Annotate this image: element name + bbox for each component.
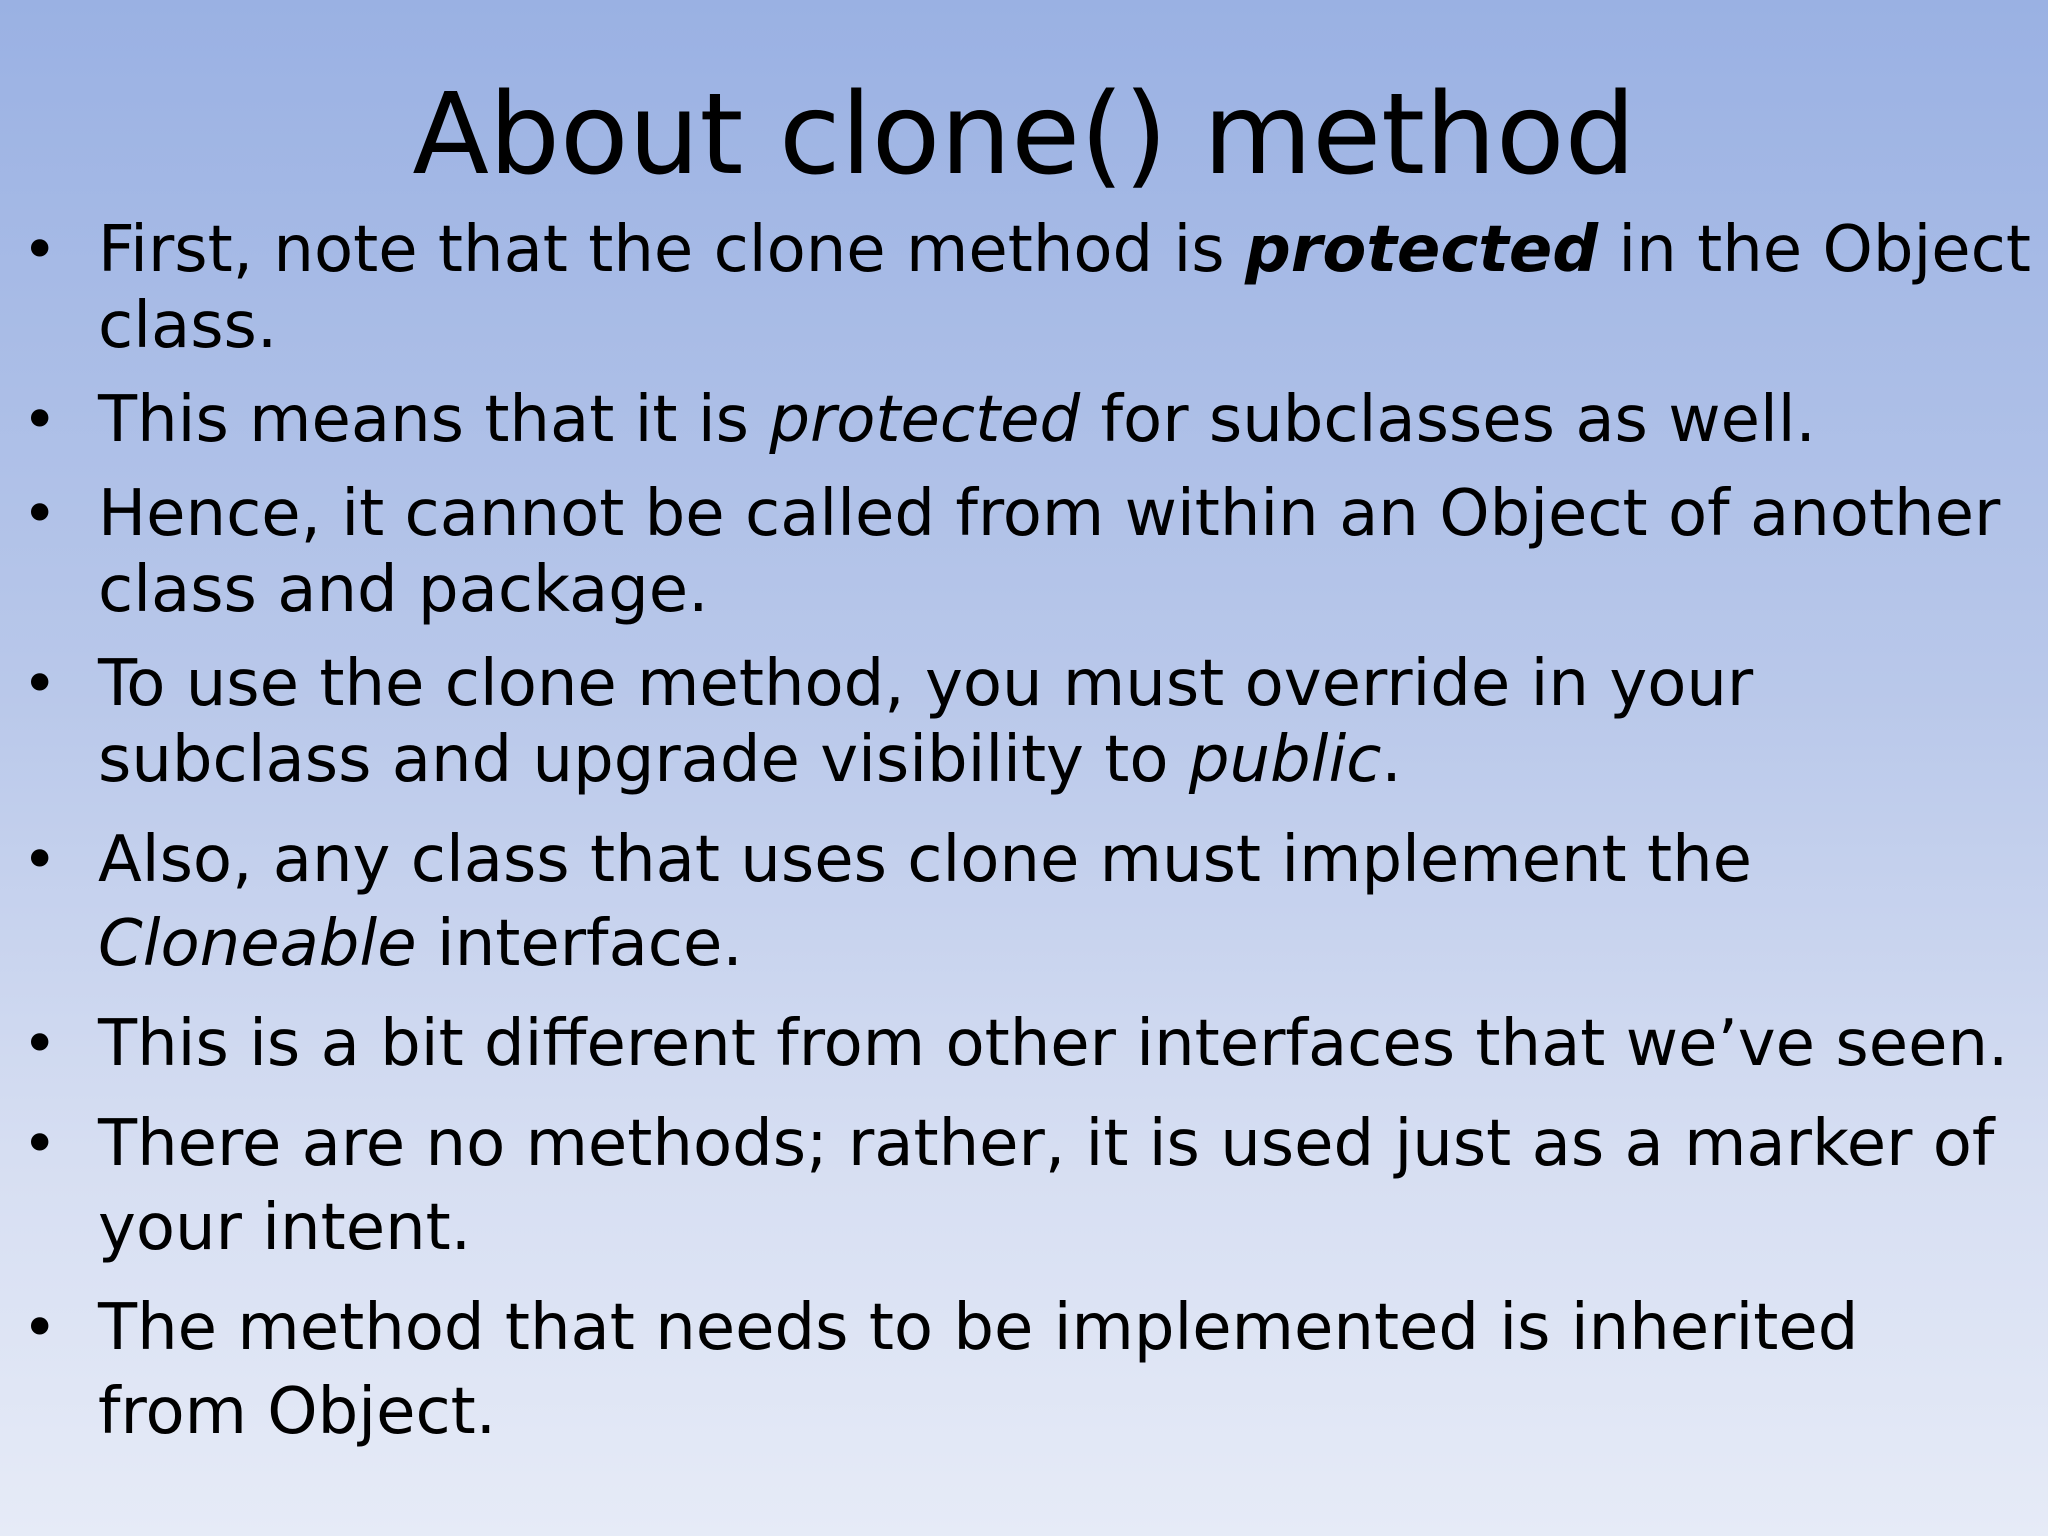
bullet-line: There are no methods; rather, it is used just as a marker of <box>98 1107 1995 1181</box>
bullet-icon: • <box>22 1009 58 1079</box>
bullet-item-inherited <box>0 1290 2048 1450</box>
bullet-text: subclass and upgrade visibility to <box>98 723 1189 797</box>
bullet-icon: • <box>22 1293 58 1363</box>
bullet-line: class. <box>98 289 278 363</box>
bullet-line: Hence, it cannot be called from within an Object of another <box>98 477 2001 551</box>
slide-title: About clone() method <box>412 70 1636 200</box>
bullet-text: for subclasses as well. <box>1080 383 1816 457</box>
bullet-item-marker <box>0 1106 2048 1266</box>
bullet-emphasis: public <box>1188 723 1382 797</box>
bullet-line <box>98 212 2031 288</box>
bullet-item-cloneable <box>0 822 2048 982</box>
bullet-line: The method that needs to be implemented is inherited <box>98 1291 1859 1365</box>
bullet-icon: • <box>22 1109 58 1179</box>
bullet-icon: • <box>22 825 58 895</box>
bullet-text: interface. <box>416 907 743 981</box>
bullet-line: This is a bit different from other interfaces that we’ve seen. <box>98 1007 2009 1081</box>
bullet-item-cannot-be-called <box>0 476 2048 628</box>
bullet-line <box>98 906 2018 982</box>
bullet-text: This means that it is <box>98 383 770 457</box>
bullet-emphasis: protected <box>769 383 1081 457</box>
bullet-item-override <box>0 646 2048 798</box>
bullet-emphasis: protected <box>1244 213 1599 287</box>
bullet-line <box>98 722 2018 798</box>
bullet-line <box>98 382 2018 458</box>
bullet-line: To use the clone method, you must override in your <box>98 647 1754 721</box>
bullet-text: First, note that the clone method is <box>98 213 1245 287</box>
bullet-icon: • <box>22 479 58 549</box>
bullet-item-subclasses <box>0 382 2048 458</box>
bullet-list <box>0 212 2048 1450</box>
bullet-line: from Object. <box>98 1375 497 1449</box>
bullet-item-different <box>0 1006 2048 1082</box>
bullet-emphasis: Cloneable <box>98 907 417 981</box>
bullet-icon: • <box>22 649 58 719</box>
bullet-icon: • <box>22 385 58 455</box>
bullet-text: in the Object <box>1598 213 2031 287</box>
bullet-line: Also, any class that uses clone must implement the <box>98 823 1752 897</box>
bullet-line: class and package. <box>98 553 709 627</box>
bullet-line: your intent. <box>98 1191 472 1265</box>
bullet-item-protected <box>0 212 2048 364</box>
bullet-text: . <box>1381 723 1402 797</box>
bullet-icon: • <box>22 215 58 285</box>
